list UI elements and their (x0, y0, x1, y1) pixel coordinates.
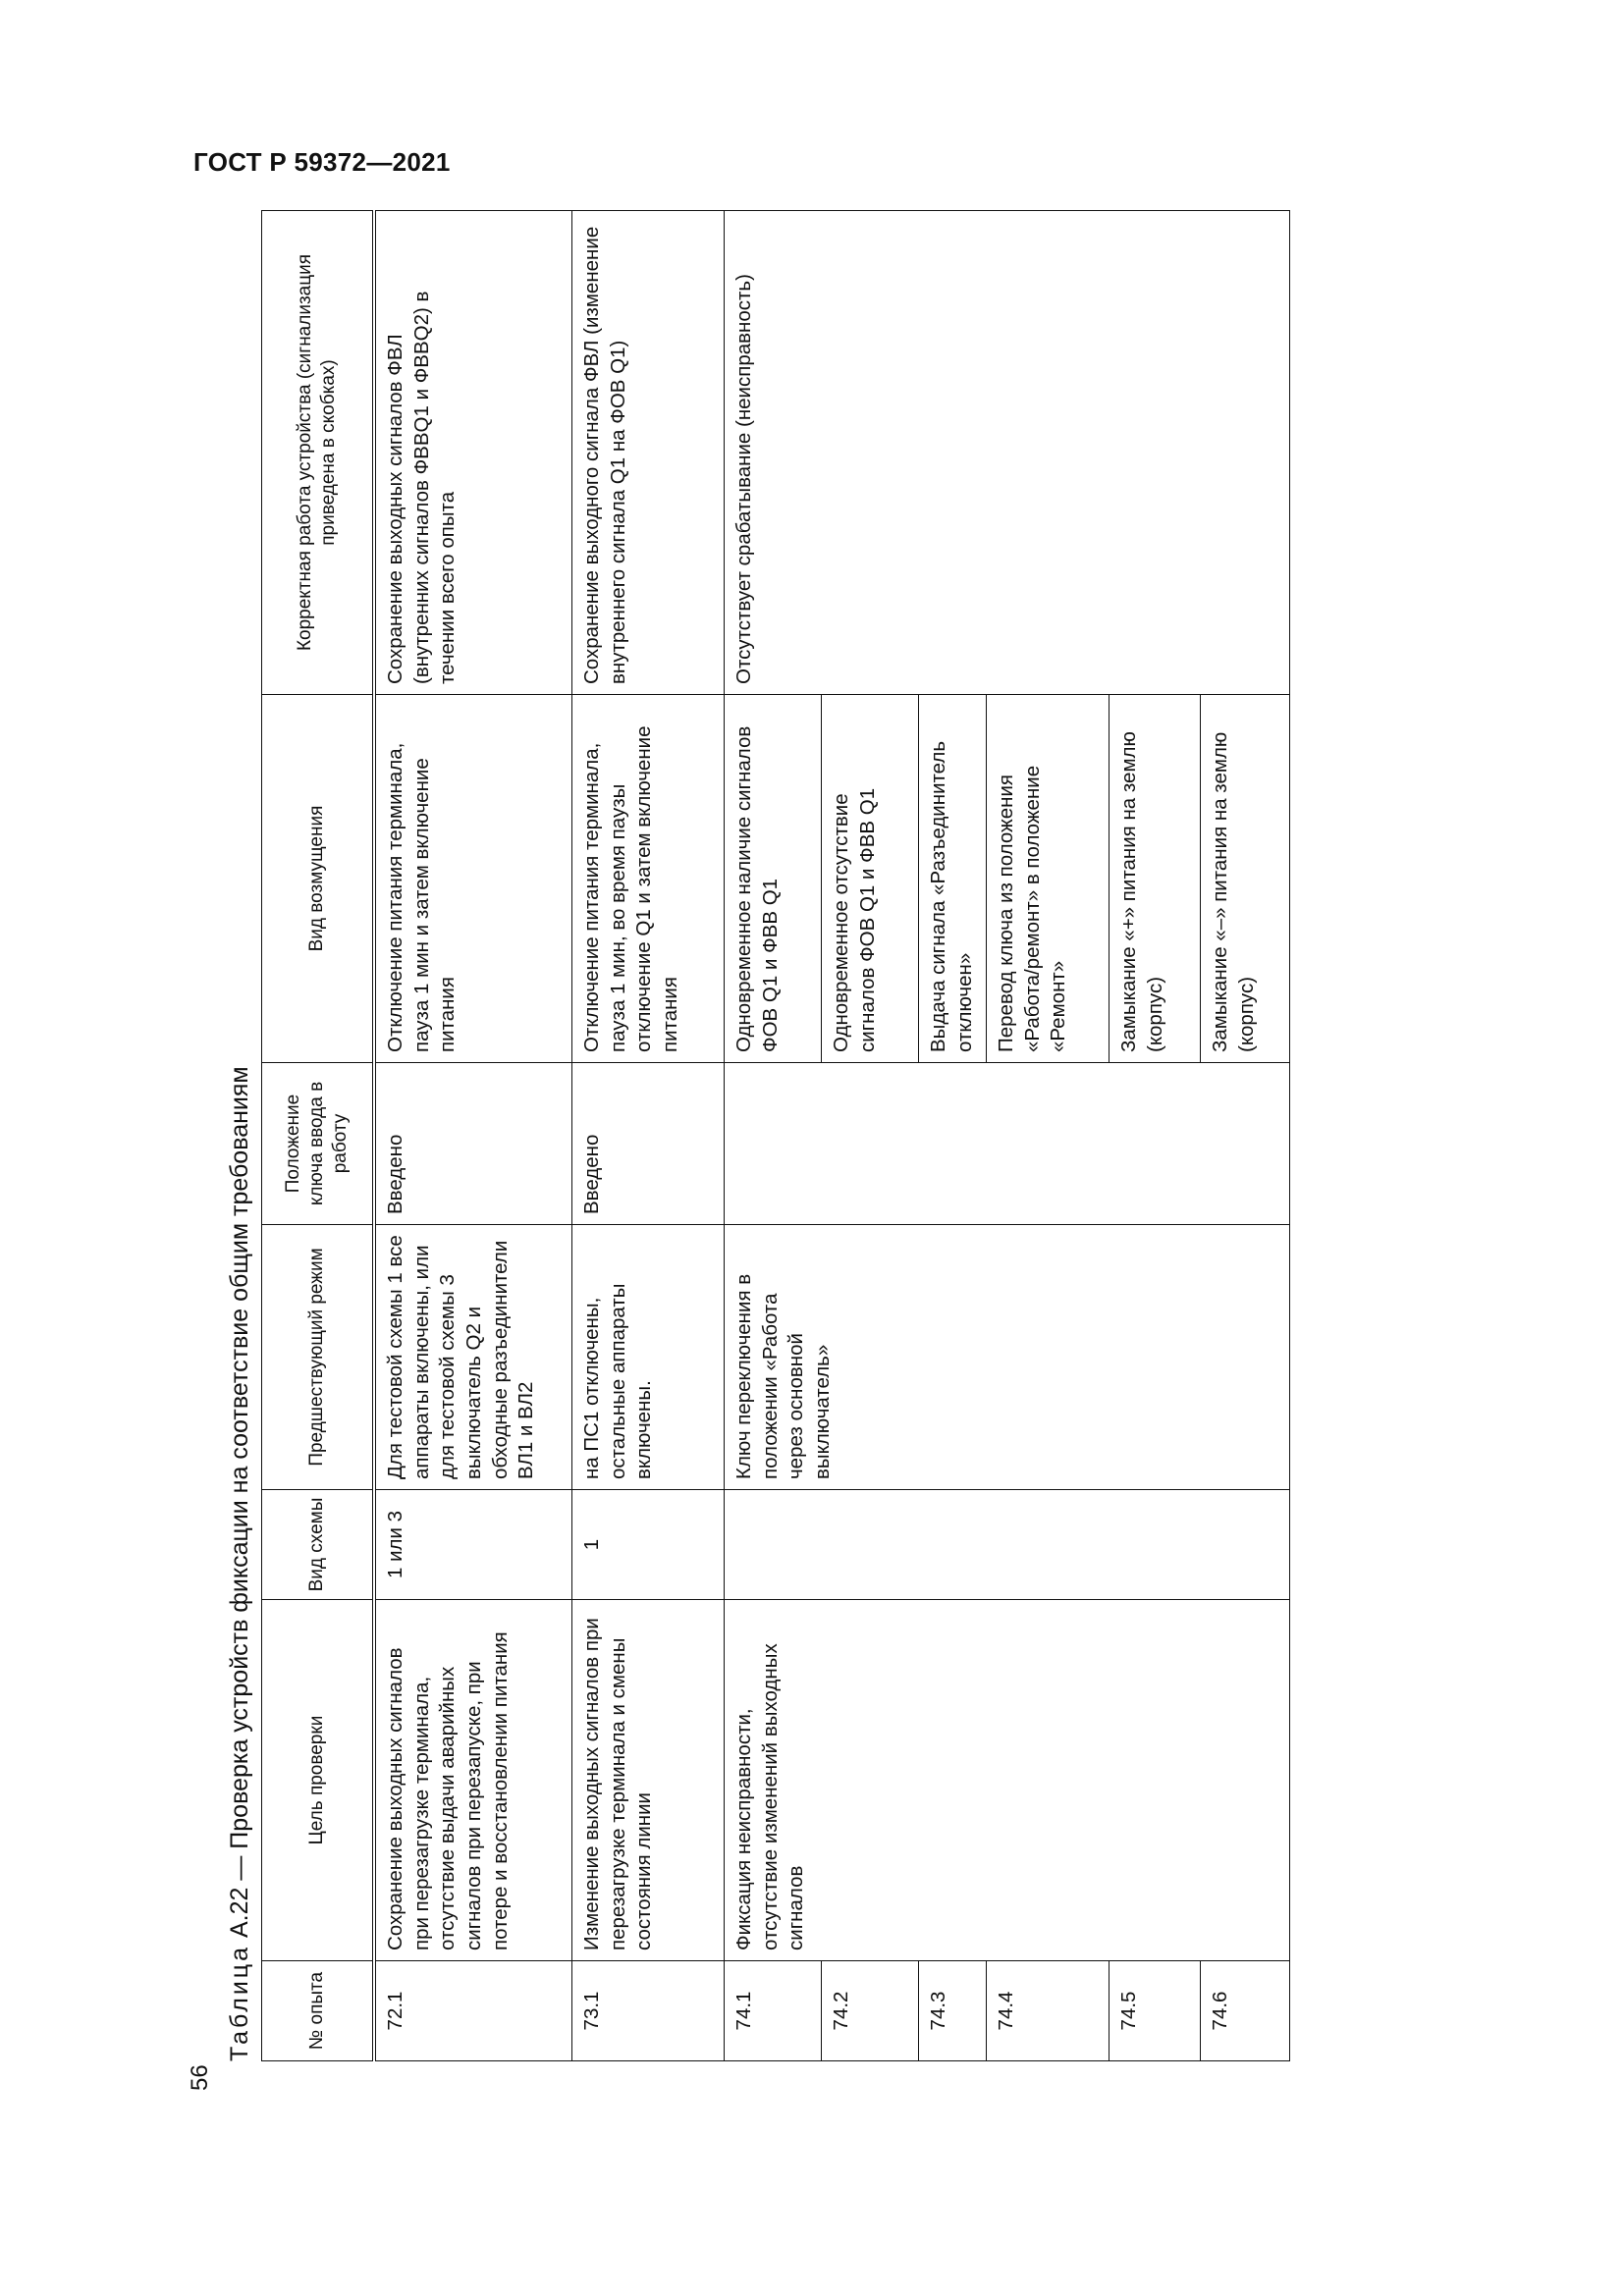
cell-num: 74.4 (987, 1961, 1110, 2061)
page-number: 56 (187, 2064, 213, 2091)
cell-disturbance: Замыкание «+» питания на землю (корпус) (1110, 695, 1201, 1063)
cell-num: 74.2 (822, 1961, 919, 2061)
cell-scheme: 1 или 3 (374, 1490, 572, 1600)
verification-table (261, 210, 1290, 2061)
cell-disturbance: Перевод ключа из положения «Работа/ремонт» в положение «Ремонт» (987, 695, 1110, 1063)
cell-prior-mode: на ПС1 отключены, остальные аппараты включены. (572, 1225, 725, 1490)
cell-scheme: 1 (572, 1490, 725, 1600)
cell-disturbance: Отключение питания терминала, пауза 1 мин и затем включение питания (374, 695, 572, 1063)
table-caption (218, 1066, 261, 2061)
table-row (374, 211, 572, 2061)
cell-result: Отсутствует срабатывание (неисправность) (725, 211, 1290, 695)
cell-key: Введено (572, 1063, 725, 1225)
cell-disturbance: Выдача сигнала «Разъединитель отключен» (919, 695, 987, 1063)
cell-key: Введено (374, 1063, 572, 1225)
cell-num: 74.3 (919, 1961, 987, 2061)
col-header-disturbance: Вид возмущения (262, 695, 375, 1063)
cell-result: Сохранение выходного сигнала ФВЛ (изменение внутреннего сигнала Q1 на ФОВ Q1) (572, 211, 725, 695)
col-header-key-position: Положение ключа ввода в работу (262, 1063, 375, 1225)
standard-header: ГОСТ Р 59372—2021 (193, 147, 451, 177)
table-row (725, 211, 822, 2061)
cell-result: Сохранение выходных сигналов ФВЛ (внутренних сигналов ФВВQ1 и ФВВQ2) в течении всего опыта (374, 211, 572, 695)
cell-goal: Сохранение выходных сигналов при перезагрузке терминала, отсутствие выдачи аварийных сигналов при перезапуске, при потере и восстановлении питания (374, 1600, 572, 1961)
cell-scheme (725, 1490, 1290, 1600)
col-header-num: № опыта (262, 1961, 375, 2061)
cell-num: 73.1 (572, 1961, 725, 2061)
rotated-table-block (218, 211, 1258, 2061)
col-header-prior-mode: Предшествующий режим (262, 1225, 375, 1490)
cell-num: 74.5 (1110, 1961, 1201, 2061)
cell-num: 72.1 (374, 1961, 572, 2061)
cell-prior-mode: Для тестовой схемы 1 все аппараты включены, или для тестовой схемы 3 выключатель Q2 и обходные разъединители ВЛ1 и ВЛ2 (374, 1225, 572, 1490)
cell-disturbance: Одновременное отсутствие сигналов ФОВ Q1 и ФВВ Q1 (822, 695, 919, 1063)
cell-disturbance: Отключение питания терминала, пауза 1 мин, во время паузы отключение Q1 и затем включение питания (572, 695, 725, 1063)
col-header-goal: Цель проверки (262, 1600, 375, 1961)
cell-goal: Изменение выходных сигналов при перезагрузке терминала и смены состояния линии (572, 1600, 725, 1961)
cell-num: 74.1 (725, 1961, 822, 2061)
cell-num: 74.6 (1201, 1961, 1290, 2061)
cell-disturbance: Замыкание «–» питания на землю (корпус) (1201, 695, 1290, 1063)
col-header-scheme: Вид схемы (262, 1490, 375, 1600)
cell-key (725, 1063, 1290, 1225)
cell-disturbance: Одновременное наличие сигналов ФОВ Q1 и ФВВ Q1 (725, 695, 822, 1063)
cell-prior-mode: Ключ переключения в положении «Работа через основной выключатель» (725, 1225, 1290, 1490)
caption-label: Таблица (226, 1944, 253, 2061)
col-header-result: Корректная работа устройства (сигнализация приведена в скобках) (262, 211, 375, 695)
caption-text: А.22 — Проверка устройств фиксации на соответствие общим требованиям (226, 1066, 253, 1945)
cell-goal: Фиксация неисправности, отсутствие изменений выходных сигналов (725, 1600, 1290, 1961)
